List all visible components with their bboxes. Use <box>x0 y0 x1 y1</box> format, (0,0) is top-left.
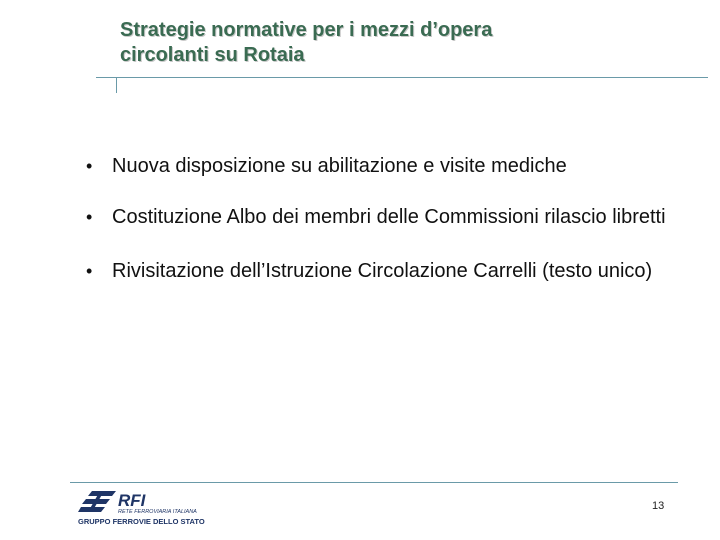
page-number: 13 <box>652 500 665 512</box>
title-divider <box>96 77 708 78</box>
bullet-item-3: • Rivisitazione dell’Istruzione Circolazione Carrelli (testo unico) <box>86 244 718 298</box>
slide-title-line-2: circolanti su Rotaia <box>120 44 305 66</box>
bullet-item-1: • Nuova disposizione su abilitazione e visite mediche <box>86 148 718 184</box>
rfi-logo-mark-icon <box>78 491 116 512</box>
footer-divider <box>70 482 678 483</box>
rfi-logo <box>78 487 238 527</box>
title-divider-tick <box>116 77 117 93</box>
logo-text-sub: RETE FERROVIARIA ITALIANA <box>118 509 197 515</box>
logo-text-group: GRUPPO FERROVIE DELLO STATO <box>78 517 205 526</box>
bullet-list <box>86 148 718 298</box>
logo-text-main: RFI <box>118 491 146 510</box>
slide-title-line-1: Strategie normative per i mezzi d’opera <box>120 19 493 41</box>
bullet-item-2: • Costituzione Albo dei membri delle Commissioni rilascio libretti <box>86 190 718 244</box>
slide-title <box>120 18 680 68</box>
